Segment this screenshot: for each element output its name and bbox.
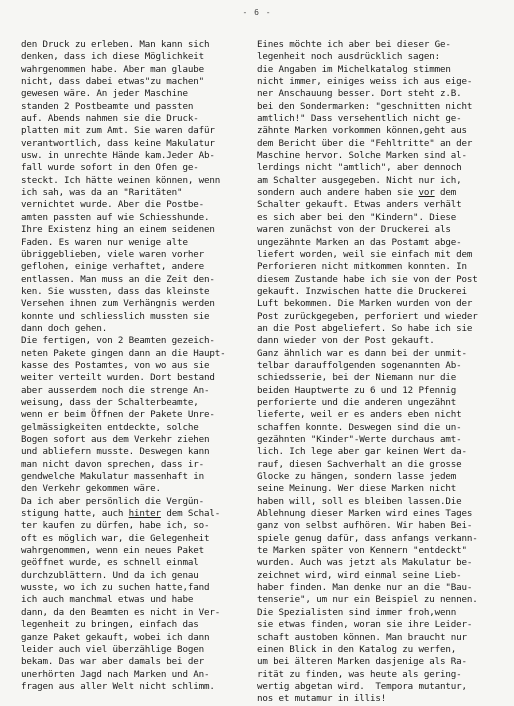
text-line: Versehen ihnen zum Verhängnis werden: [21, 298, 215, 310]
text-line: wenn er beim Öffnen der Pakete Unre-: [21, 409, 215, 421]
text-line: aber ausserdem noch die strenge An-: [21, 384, 210, 396]
text-line: neten Pakete gingen dann an die Haupt-: [21, 347, 226, 359]
text-line: ich auch manchmal etwas und habe: [21, 594, 194, 606]
text-line: gezähnten "Kinder"-Werte durchaus amt-: [257, 434, 462, 445]
text-line: ich sah, was da an "Raritäten": [21, 187, 183, 199]
text-line: den Verkehr gekommen wäre.: [21, 483, 161, 495]
text-line: stigung hatte, auch hinter dem Schal-: [21, 508, 221, 520]
text-line: ganze Paket gekauft, wobei ich dann: [21, 631, 210, 643]
text-line: auf. Abends nahmen sie die Druck-: [21, 113, 199, 125]
text-line: liefert worden, weil sie einfach mit dem: [257, 248, 473, 260]
text-line: sie etwas finden, woran sie ihre Leider-: [257, 619, 473, 631]
text-line: amtlich!" Dass versehentlich nicht ge-: [257, 113, 462, 125]
text-line: ganz von selbst aufhören. Wir haben Bei-: [257, 520, 473, 532]
text-line: amten passten auf wie Schiesshunde.: [21, 211, 210, 223]
text-line: usw. in unrechte Hände kam.Jeder Ab-: [21, 150, 215, 162]
underlined-word: hinter: [128, 508, 161, 520]
text-line: wahrgenommen, wenn ein neues Paket: [21, 545, 204, 557]
text-line: nicht, dass dabei etwas"zu machen": [21, 76, 204, 88]
text-line: den Druck zu erleben. Man kann sich: [21, 39, 210, 50]
text-line: kasse des Postamtes, von wo aus sie: [21, 359, 210, 371]
text-line: unerhörten Jagd nach Marken und An-: [21, 668, 210, 680]
text-line: dann wieder von der Post gekauft.: [257, 335, 435, 347]
text-line: standen 2 Postbeamte und passten: [21, 100, 194, 112]
text-line: Perforieren nicht mitkommen konnten. In: [257, 261, 467, 273]
text-line: sondern auch andere haben sie vor dem: [257, 187, 457, 199]
text-line: schiedsserie, bei der Niemann nur die: [257, 372, 457, 384]
text-line: bekam. Das war aber damals bei der: [21, 656, 204, 668]
text-line: schaffen konnte. Deswegen sind die un-: [257, 421, 462, 433]
text-line: schaft austoben können. Man braucht nur: [257, 631, 467, 643]
text-line: legenheit noch ausdrücklich sagen:: [257, 51, 440, 63]
text-line: diesem Zustande habe ich sie von der Post: [257, 273, 478, 285]
text-line: legenheit zu bringen, einfach das: [21, 619, 199, 631]
text-line: verantwortlich, dass keine Makulatur: [21, 137, 215, 149]
text-line: zähnte Marken vorkommen können,geht aus: [257, 125, 467, 137]
text-line: oft es möglich war, die Gelegenheit: [21, 532, 210, 544]
text-line: man nicht davon sprechen, dass ir-: [21, 458, 204, 470]
text-line: Da ich aber persönlich die Vergün-: [21, 495, 204, 507]
text-line: haben will, soll es bleiben lassen.Die: [257, 495, 462, 507]
text-line: steckt. Ich hätte weinen können, wenn: [21, 174, 221, 186]
text-line: Bogen sofort aus dem Verkehr ziehen: [21, 434, 210, 445]
text-line: nicht immer, einiges weiss ich aus eige-: [257, 76, 473, 88]
text-line: tenserie", um nur ein Beispiel zu nennen.: [257, 594, 478, 606]
text-line: denken, dass ich diese Möglichkeit: [21, 51, 204, 63]
text-line: seine Meinung. Wer diese Marken nicht: [257, 483, 457, 495]
text-line: wertig abgetan wird. Tempora mutantur,: [257, 680, 467, 692]
text-line: einen Blick in den Katalog zu werfen,: [257, 643, 457, 655]
text-line: leider auch viel überzählige Bogen: [21, 643, 204, 655]
text-line: dann doch gehen.: [21, 322, 108, 334]
text-line: Faden. Es waren nur wenige alte: [21, 236, 188, 248]
text-line: lerdings nicht "amtlich", aber dennoch: [257, 162, 462, 174]
text-line: Ganz ähnlich war es dann bei der unmit-: [257, 347, 467, 359]
text-line: Luft bekommen. Die Marken wurden von der: [257, 298, 473, 310]
text-line: ter kaufen zu dürfen, habe ich, so-: [21, 520, 210, 532]
text-line: gewesen wäre. An jeder Maschine: [21, 88, 188, 100]
text-line: geflohen, einige verhaftet, andere: [21, 261, 204, 273]
text-line: wurden. Auch was jetzt als Makulatur be-: [257, 557, 473, 569]
underlined-word: vor: [418, 187, 435, 199]
left-text-column: [21, 39, 226, 693]
text-line: lieferte, weil er es anders eben nicht: [257, 409, 462, 421]
text-line: ungezähnte Marken an das Postamt abge-: [257, 236, 462, 248]
text-line: um bei älteren Marken dasjenige als Ra-: [257, 656, 467, 668]
text-line: geöffnet wurde, es schnell einmal: [21, 557, 199, 569]
text-line: dann, da den Beamten es nicht in Ver-: [21, 606, 221, 618]
text-line: lich. Ich lege aber gar keinen Wert da-: [257, 446, 467, 458]
text-line: gendwelche Makulatur massenhaft in: [21, 471, 204, 483]
right-text-column: [257, 39, 478, 706]
text-line: platten mit zum Amt. Sie waren dafür: [21, 125, 215, 137]
text-line: entlassen. Man muss an die Zeit den-: [21, 273, 215, 285]
text-line: nos et mutamur in illis!: [257, 693, 387, 705]
text-line: wusste, wo ich zu suchen hatte,fand: [21, 582, 210, 594]
text-line: Post zurückgegeben, perforiert und wieder: [257, 310, 478, 322]
text-line: die Angaben im Michelkatalog stimmen: [257, 63, 451, 75]
text-line: perforierte und die anderen ungezähnt: [257, 396, 457, 408]
text-line: gekauft. Inzwischen hatte die Druckerei: [257, 285, 467, 297]
text-line: ken. Sie wussten, dass das kleinste: [21, 285, 210, 297]
page-number: - 6 -: [242, 8, 272, 17]
text-line: Eines möchte ich aber bei dieser Ge-: [257, 39, 451, 50]
text-line: rität zu finden, was heute als gering-: [257, 668, 462, 680]
text-line: vernichtet wurde. Aber die Postbe-: [21, 199, 204, 211]
text-line: te Marken später von Kennern "entdeckt": [257, 545, 467, 557]
text-line: telbar darauffolgenden sogenannten Ab-: [257, 359, 462, 371]
text-line: beiden Hauptwerte zu 6 und 12 Pfennig: [257, 384, 457, 396]
text-line: spiele genug dafür, dass anfangs verkann-: [257, 532, 478, 544]
text-line: haber finden. Man denke nur an die "Bau-: [257, 582, 473, 594]
text-line: Die fertigen, von 2 Beamten gezeich-: [21, 335, 215, 347]
text-line: ner Anschauung besser. Dort steht z.B.: [257, 88, 462, 100]
text-line: Ablehnung dieser Marken wird eines Tages: [257, 508, 473, 520]
text-line: dem Bericht über die "Fehltritte" an der: [257, 137, 473, 149]
text-line: es sich aber bei den "Kindern". Diese: [257, 211, 457, 223]
text-line: und abliefern musste. Deswegen kann: [21, 446, 210, 458]
text-line: rauf, diesen Sachverhalt an die grosse: [257, 458, 462, 470]
text-line: fragen aus aller Welt nicht schlimm.: [21, 680, 215, 692]
text-line: bei den Sondermarken: "geschnitten nicht: [257, 100, 473, 112]
text-line: weiter verteilt wurden. Dort bestand: [21, 372, 215, 384]
text-line: wahrgenommen habe. Aber man glaube: [21, 63, 204, 75]
text-line: waren zunächst von der Druckerei als: [257, 224, 451, 236]
text-line: weisung, dass der Schalterbeamte,: [21, 396, 199, 408]
text-line: Schalter gekauft. Etwas anders verhält: [257, 199, 462, 211]
text-line: Die Spezialisten sind immer froh,wenn: [257, 606, 457, 618]
text-line: Ihre Existenz hing an einem seidenen: [21, 224, 215, 236]
text-line: am Schalter ausgegeben. Nicht nur ich,: [257, 174, 462, 186]
text-line: durchzublättern. Und da ich genau: [21, 569, 199, 581]
text-line: Glocke zu hängen, sondern lasse jedem: [257, 471, 457, 483]
text-line: an die Post abgeliefert. So habe ich sie: [257, 322, 473, 334]
text-line: gelmässigkeiten entdeckte, solche: [21, 421, 199, 433]
text-line: fall wurde sofort in den Ofen ge-: [21, 162, 199, 174]
text-line: übriggeblieben, viele waren vorher: [21, 248, 204, 260]
text-line: zeichnet wird, wird einmal seine Lieb-: [257, 569, 462, 581]
text-line: Maschine hervor. Solche Marken sind al-: [257, 150, 467, 162]
text-line: konnte und schliesslich mussten sie: [21, 310, 210, 322]
